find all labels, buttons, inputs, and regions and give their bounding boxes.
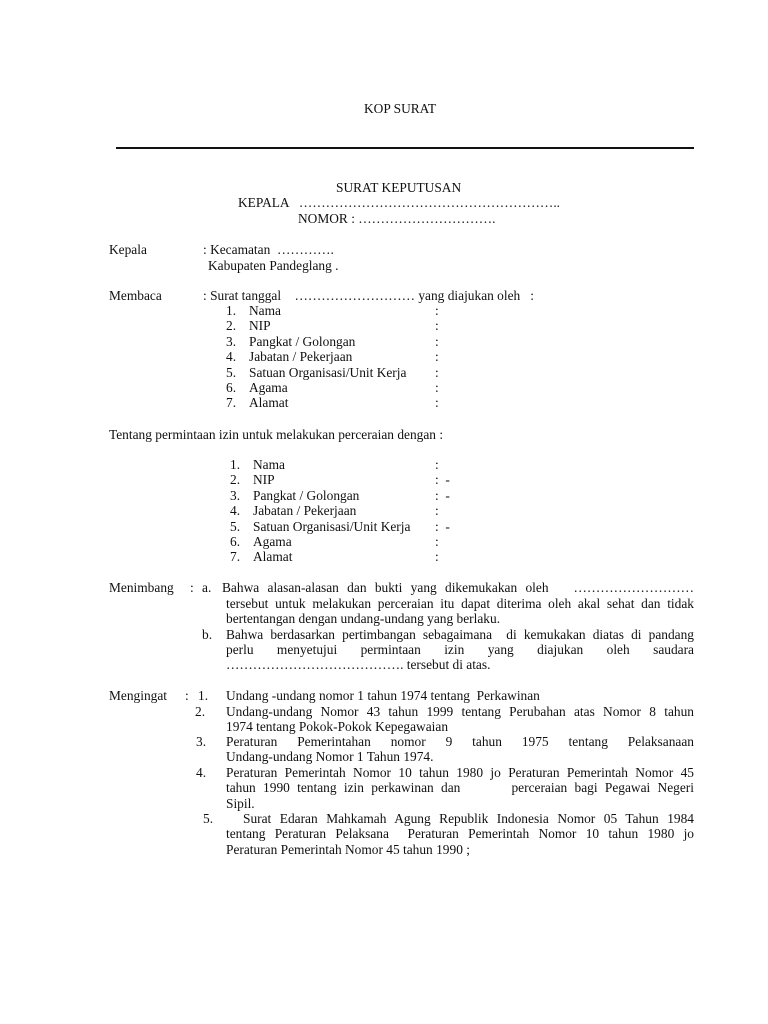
mengingat-item-number: 5. bbox=[203, 811, 214, 826]
menimbang-a-line: tersebut untuk melakukan perceraian itu dapat diterima oleh akal sehat dan tidak bbox=[226, 596, 694, 611]
list-item-number: 4. bbox=[230, 503, 241, 519]
kepala-kecamatan: : Kecamatan …………. bbox=[203, 242, 334, 257]
list-item-value: : bbox=[435, 503, 439, 519]
tentang-text: Tentang permintaan izin untuk melakukan perceraian dengan : bbox=[109, 427, 444, 442]
kop-surat-heading: KOP SURAT bbox=[364, 101, 437, 116]
membaca-label: Membaca bbox=[109, 288, 162, 303]
mengingat-item-line: Undang-undang Nomor 43 tahun 1999 tentang Perubahan atas Nomor 8 tahun bbox=[226, 704, 694, 719]
list-item-label: Alamat bbox=[253, 549, 293, 565]
kepala-label: Kepala bbox=[109, 242, 147, 257]
menimbang-b-marker: b. bbox=[202, 627, 213, 642]
list-item-number: 7. bbox=[226, 395, 237, 411]
list-item-number: 5. bbox=[226, 364, 237, 380]
list-item-value: : - bbox=[435, 472, 450, 488]
mengingat-colon: : bbox=[185, 688, 189, 703]
mengingat-item-line: Undang -undang nomor 1 tahun 1974 tentang Perkawinan bbox=[226, 688, 540, 703]
list-item-label: Nama bbox=[253, 457, 285, 472]
list-item-number: 3. bbox=[226, 333, 237, 349]
mengingat-item-line: Sipil. bbox=[226, 795, 255, 811]
list-item-number: 7. bbox=[230, 549, 241, 565]
list-item-number: 1. bbox=[226, 303, 237, 318]
menimbang-b-line: perlu menyetujui permintaan izin yang diajukan oleh saudara bbox=[226, 642, 694, 657]
list-item-number: 4. bbox=[226, 349, 237, 365]
list-item-value: : bbox=[435, 333, 439, 349]
mengingat-item-line: tahun 1990 tentang izin perkawinan dan perceraian bagi Pegawai Negeri bbox=[226, 780, 694, 796]
list-item-label: Jabatan / Pekerjaan bbox=[253, 503, 357, 519]
list-item-number: 1. bbox=[230, 457, 241, 472]
list-item-number: 3. bbox=[230, 487, 241, 503]
list-item-value: : bbox=[435, 364, 439, 380]
list-item-value: : - bbox=[435, 487, 450, 503]
list-item-label: Nama bbox=[249, 303, 281, 318]
list-item-label: Agama bbox=[249, 380, 288, 395]
menimbang-a-marker: a. bbox=[202, 580, 212, 595]
list-item-number: 6. bbox=[230, 534, 241, 549]
mengingat-item-line: Peraturan Pemerintah Nomor 10 tahun 1980 jo Peraturan Pemerintah Nomor 45 bbox=[226, 765, 694, 780]
list-item-label: NIP bbox=[253, 472, 275, 488]
list-item-value: : bbox=[435, 380, 439, 395]
mengingat-item-line: 1974 tentang Pokok-Pokok Kepegawaian bbox=[226, 719, 449, 735]
kepala-title-line: KEPALA ………………………………………………….. bbox=[238, 195, 561, 210]
list-item-value: : bbox=[435, 318, 439, 334]
menimbang-b-line: Bahwa berdasarkan pertimbangan sebagaimana di kemukakan diatas di pandang bbox=[226, 627, 694, 642]
list-item-value: : bbox=[435, 534, 439, 549]
list-item-number: 5. bbox=[230, 518, 241, 534]
list-item-value: : bbox=[435, 349, 439, 365]
menimbang-label: Menimbang bbox=[109, 580, 174, 595]
menimbang-colon: : bbox=[190, 580, 194, 595]
mengingat-item-number: 2. bbox=[195, 704, 206, 719]
list-item-number: 2. bbox=[226, 318, 237, 334]
list-item-label: Pangkat / Golongan bbox=[249, 333, 356, 349]
list-item-label: Alamat bbox=[249, 395, 289, 411]
list-item-label: Satuan Organisasi/Unit Kerja bbox=[249, 364, 407, 380]
mengingat-item-line: Surat Edaran Mahkamah Agung Republik Indonesia Nomor 05 Tahun 1984 bbox=[226, 811, 694, 826]
list-item-label: Satuan Organisasi/Unit Kerja bbox=[253, 518, 411, 534]
list-item-label: NIP bbox=[249, 318, 271, 334]
menimbang-a-line: bertentangan dengan undang-undang yang berlaku. bbox=[226, 611, 501, 626]
list-item-label: Pangkat / Golongan bbox=[253, 487, 360, 503]
mengingat-item-number: 1. bbox=[198, 688, 209, 703]
mengingat-item-line: Peraturan Pemerintah Nomor 45 tahun 1990 ; bbox=[226, 841, 470, 857]
kepala-kabupaten: Kabupaten Pandeglang . bbox=[208, 258, 339, 273]
list-item-number: 6. bbox=[226, 380, 237, 395]
mengingat-item-number: 3. bbox=[196, 734, 207, 749]
list-item-value: : bbox=[435, 395, 439, 411]
document-title: SURAT KEPUTUSAN bbox=[336, 180, 462, 195]
mengingat-item-number: 4. bbox=[196, 765, 207, 780]
list-item-value: : bbox=[435, 457, 439, 472]
list-item-value: : bbox=[435, 303, 439, 318]
header-divider bbox=[116, 147, 694, 149]
mengingat-item-line: Undang-undang Nomor 1 Tahun 1974. bbox=[226, 749, 434, 765]
list-item-number: 2. bbox=[230, 472, 241, 488]
membaca-text: : Surat tanggal ……………………… yang diajukan oleh : bbox=[203, 288, 534, 303]
menimbang-a-line: Bahwa alasan-alasan dan bukti yang dikemukakan oleh ……………………… bbox=[222, 580, 694, 595]
mengingat-item-line: tentang Peraturan Pelaksana Peraturan Pemerintah Nomor 10 tahun 1980 jo bbox=[226, 826, 694, 842]
mengingat-item-line: Peraturan Pemerintahan nomor 9 tahun 1975 tentang Pelaksanaan bbox=[226, 734, 694, 749]
list-item-label: Agama bbox=[253, 534, 292, 549]
list-item-value: : bbox=[435, 549, 439, 565]
menimbang-b-line: …………………………………. tersebut di atas. bbox=[226, 657, 491, 672]
mengingat-label: Mengingat bbox=[109, 688, 168, 703]
nomor-line: NOMOR : …………………………. bbox=[298, 211, 496, 226]
list-item-label: Jabatan / Pekerjaan bbox=[249, 349, 353, 365]
list-item-value: : - bbox=[435, 518, 450, 534]
